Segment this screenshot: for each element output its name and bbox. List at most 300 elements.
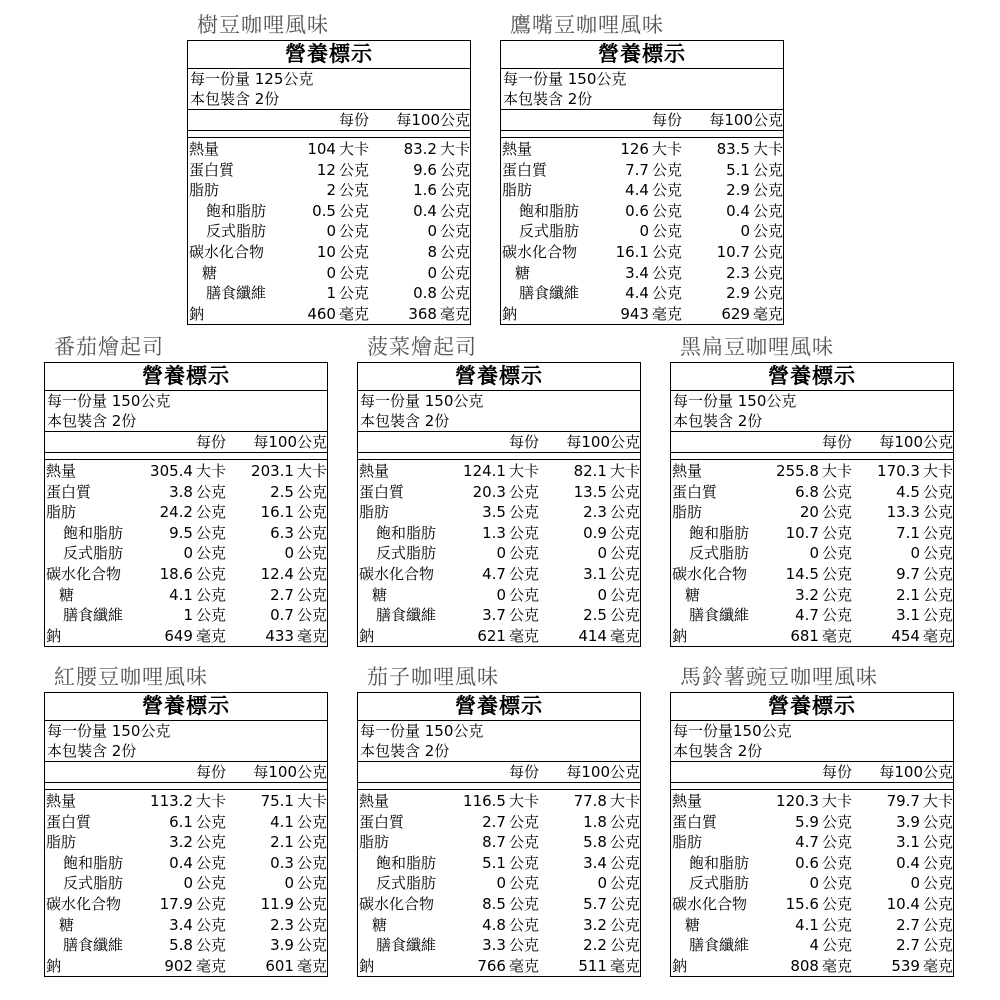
amount: 3.7: [482, 606, 506, 625]
nutrient-row: [671, 812, 953, 833]
per-100g-value: [539, 873, 640, 894]
per-100g-value: [539, 853, 640, 874]
nutrient-name: 碳水化合物: [672, 894, 748, 913]
per-serving-value: [148, 523, 226, 544]
nutrient-row: [501, 221, 783, 242]
per-100g-value: [539, 915, 640, 936]
per-100g-value: [226, 482, 327, 503]
nutrient-row: [358, 832, 640, 853]
per-serving-value: [148, 543, 226, 564]
unit: 毫克: [195, 626, 226, 645]
amount: 3.9: [270, 936, 294, 955]
amount: 120.3: [776, 792, 819, 810]
unit: 公克: [195, 812, 226, 831]
nutrient-row: [501, 263, 783, 284]
unit: 大卡: [922, 792, 953, 810]
amount: 2.9: [726, 284, 750, 303]
amount: 10.7: [785, 523, 819, 542]
separator: [188, 131, 470, 138]
amount: 10: [316, 242, 336, 261]
unit: 公克: [609, 812, 640, 831]
column-header-blank: [188, 110, 291, 130]
table-header: 營養標示: [45, 693, 327, 721]
nutrient-row: [671, 585, 953, 606]
per-serving-value: [461, 915, 539, 936]
amount: 4.7: [795, 606, 819, 625]
nutrient-rows: [358, 790, 640, 976]
amount: 0: [597, 874, 607, 893]
unit: 公克: [752, 181, 783, 200]
unit: 公克: [439, 222, 470, 241]
unit: 公克: [609, 544, 640, 563]
unit: 公克: [439, 160, 470, 179]
nutrient-name: 膳食纖維: [206, 284, 267, 303]
unit: 公克: [195, 853, 226, 872]
separator: [45, 783, 327, 790]
per-100g-value: [852, 873, 953, 894]
unit: 大卡: [296, 792, 327, 810]
amount: 3.8: [169, 482, 193, 501]
serving-size: 每一份量 150公克: [47, 722, 171, 740]
unit: 公克: [439, 181, 470, 200]
amount: 0: [326, 222, 336, 241]
per-serving-value: [774, 482, 852, 503]
unit: 公克: [922, 523, 953, 542]
nutrient-row: [45, 605, 327, 626]
per-100g-value: [539, 502, 640, 523]
nutrient-row: [45, 853, 327, 874]
amount: 77.8: [573, 792, 607, 810]
unit: 公克: [195, 544, 226, 563]
column-header-blank: [671, 432, 774, 452]
unit: 大卡: [821, 792, 852, 810]
nutrient-name: 糖: [202, 263, 218, 282]
per-100g-value: [682, 201, 783, 222]
amount: 4.7: [482, 564, 506, 583]
amount: 1: [326, 284, 336, 303]
amount: 15.6: [785, 894, 819, 913]
amount: 0: [496, 585, 506, 604]
nutrient-row: [188, 263, 470, 284]
amount: 629: [721, 304, 750, 323]
unit: 公克: [821, 606, 852, 625]
nutrient-row: [45, 812, 327, 833]
amount: 6.3: [270, 523, 294, 542]
amount: 943: [620, 304, 649, 323]
unit: 公克: [195, 833, 226, 852]
per-100g-value: [226, 935, 327, 956]
unit: 公克: [609, 585, 640, 604]
column-header-per-100g: 每100公克: [879, 763, 953, 781]
unit: 公克: [609, 874, 640, 893]
unit: 公克: [338, 263, 369, 282]
unit: 毫克: [651, 304, 682, 323]
column-header-per-100g: 每100公克: [709, 111, 783, 129]
nutrient-name: 蛋白質: [502, 160, 548, 179]
per-100g-value: [539, 564, 640, 585]
unit: 公克: [195, 564, 226, 583]
nutrient-row: [358, 956, 640, 977]
nutrient-name: 反式脂肪: [519, 222, 580, 241]
unit: 毫克: [821, 626, 852, 645]
servings-per-pack: 本包裝含 2份: [45, 741, 327, 762]
amount: 24.2: [159, 503, 193, 522]
nutrient-name: 糖: [372, 585, 388, 604]
amount: 902: [164, 956, 193, 975]
unit: 公克: [195, 894, 226, 913]
per-100g-value: [226, 461, 327, 482]
unit: 大卡: [922, 462, 953, 480]
per-100g-value: [226, 564, 327, 585]
amount: 12: [316, 160, 336, 179]
nutrient-name: 熱量: [672, 462, 703, 480]
unit: 公克: [508, 523, 539, 542]
amount: 3.9: [896, 812, 920, 831]
unit: 公克: [821, 564, 852, 583]
nutrient-row: [501, 201, 783, 222]
amount: 9.5: [169, 523, 193, 542]
nutrient-rows: [358, 460, 640, 646]
amount: 5.1: [482, 853, 506, 872]
unit: 大卡: [296, 462, 327, 480]
amount: 104: [307, 140, 336, 158]
per-serving-value: [291, 304, 369, 325]
per-serving-value: [148, 461, 226, 482]
per-100g-value: [539, 626, 640, 647]
nutrient-name: 熱量: [189, 140, 220, 158]
nutrient-name: 脂肪: [359, 833, 390, 852]
unit: 公克: [508, 503, 539, 522]
nutrient-row: [45, 482, 327, 503]
per-serving-value: [461, 523, 539, 544]
per-100g-value: [539, 935, 640, 956]
per-100g-value: [226, 523, 327, 544]
nutrition-table: [44, 362, 328, 647]
amount: 3.2: [169, 833, 193, 852]
amount: 0: [496, 544, 506, 563]
serving-size: 每一份量 150公克: [360, 392, 484, 410]
amount: 10.4: [886, 894, 920, 913]
separator: [358, 453, 640, 460]
nutrient-row: [188, 283, 470, 304]
amount: 2.7: [482, 812, 506, 831]
nutrient-rows: [188, 138, 470, 324]
amount: 3.4: [583, 853, 607, 872]
nutrient-row: [358, 482, 640, 503]
per-100g-value: [852, 812, 953, 833]
amount: 6.8: [795, 482, 819, 501]
amount: 13.5: [573, 482, 607, 501]
unit: 毫克: [338, 304, 369, 323]
serving-size: 每一份量 150公克: [503, 70, 627, 88]
nutrient-row: [501, 304, 783, 325]
amount: 0: [284, 874, 294, 893]
per-serving-value: [461, 564, 539, 585]
per-serving-value: [461, 832, 539, 853]
nutrient-name: 蛋白質: [359, 482, 405, 501]
per-serving-value: [148, 564, 226, 585]
nutrient-name: 脂肪: [46, 833, 77, 852]
unit: 公克: [609, 853, 640, 872]
amount: 1: [183, 606, 193, 625]
nutrient-row: [671, 461, 953, 482]
per-100g-value: [539, 585, 640, 606]
unit: 公克: [296, 853, 327, 872]
unit: 公克: [338, 201, 369, 220]
amount: 3.1: [896, 833, 920, 852]
amount: 2.5: [583, 606, 607, 625]
amount: 0.6: [795, 853, 819, 872]
nutrient-row: [45, 915, 327, 936]
unit: 公克: [195, 503, 226, 522]
nutrient-rows: [671, 460, 953, 646]
serving-size: 每一份量 150公克: [360, 722, 484, 740]
nutrient-name: 鈉: [189, 304, 205, 323]
unit: 公克: [508, 564, 539, 583]
per-serving-value: [604, 139, 682, 160]
unit: 毫克: [439, 304, 470, 323]
unit: 大卡: [752, 140, 783, 158]
unit: 公克: [651, 284, 682, 303]
nutrient-name: 反式脂肪: [206, 222, 267, 241]
column-headers: [671, 432, 953, 453]
unit: 毫克: [508, 956, 539, 975]
per-serving-value: [461, 543, 539, 564]
per-100g-value: [226, 543, 327, 564]
unit: 公克: [821, 833, 852, 852]
amount: 4: [809, 936, 819, 955]
amount: 2.1: [896, 585, 920, 604]
nutrient-row: [671, 894, 953, 915]
per-serving-value: [461, 853, 539, 874]
nutrition-table: [500, 40, 784, 325]
nutrient-name: 熱量: [46, 462, 77, 480]
separator: [671, 783, 953, 790]
per-100g-value: [369, 180, 470, 201]
per-100g-value: [852, 523, 953, 544]
amount: 79.7: [886, 792, 920, 810]
separator: [358, 783, 640, 790]
amount: 0: [183, 544, 193, 563]
nutrient-row: [671, 873, 953, 894]
nutrient-row: [671, 853, 953, 874]
column-header-per-serving: 每份: [195, 433, 226, 451]
amount: 2.3: [726, 263, 750, 282]
per-100g-value: [852, 832, 953, 853]
nutrient-name: 碳水化合物: [359, 564, 435, 583]
per-100g-value: [226, 832, 327, 853]
nutrient-row: [358, 461, 640, 482]
nutrition-table: [357, 692, 641, 977]
nutrient-row: [671, 564, 953, 585]
unit: 大卡: [821, 462, 852, 480]
per-100g-value: [852, 626, 953, 647]
per-100g-value: [226, 791, 327, 812]
per-serving-value: [774, 812, 852, 833]
unit: 公克: [439, 242, 470, 261]
nutrient-name: 糖: [515, 263, 531, 282]
per-serving-value: [148, 626, 226, 647]
unit: 公克: [752, 201, 783, 220]
nutrient-row: [358, 873, 640, 894]
amount: 7.7: [625, 160, 649, 179]
column-header-blank: [358, 762, 461, 782]
per-serving-value: [461, 605, 539, 626]
amount: 12.4: [260, 564, 294, 583]
nutrient-row: [671, 502, 953, 523]
column-headers: [358, 432, 640, 453]
unit: 公克: [821, 936, 852, 955]
unit: 公克: [296, 915, 327, 934]
unit: 公克: [821, 482, 852, 501]
column-header-per-serving: 每份: [508, 433, 539, 451]
per-serving-value: [291, 283, 369, 304]
nutrient-name: 鈉: [359, 956, 375, 975]
per-100g-value: [539, 956, 640, 977]
per-serving-value: [774, 523, 852, 544]
per-serving-value: [774, 915, 852, 936]
unit: 公克: [821, 853, 852, 872]
per-serving-value: [148, 482, 226, 503]
amount: 601: [265, 956, 294, 975]
unit: 公克: [296, 874, 327, 893]
per-serving-value: [461, 502, 539, 523]
per-100g-value: [539, 482, 640, 503]
amount: 17.9: [159, 894, 193, 913]
nutrient-name: 反式脂肪: [376, 874, 437, 893]
per-serving-value: [148, 853, 226, 874]
amount: 5.7: [583, 894, 607, 913]
amount: 8: [427, 242, 437, 261]
amount: 0: [809, 874, 819, 893]
unit: 毫克: [752, 304, 783, 323]
unit: 公克: [609, 936, 640, 955]
column-header-per-100g: 每100公克: [879, 433, 953, 451]
nutrient-row: [358, 543, 640, 564]
servings-per-pack: 本包裝含 2份: [671, 411, 953, 432]
nutrient-name: 蛋白質: [189, 160, 235, 179]
per-serving-value: [774, 543, 852, 564]
per-100g-value: [226, 605, 327, 626]
per-serving-value: [774, 935, 852, 956]
column-header-per-100g: 每100公克: [253, 433, 327, 451]
nutrient-name: 飽和脂肪: [376, 523, 437, 542]
unit: 公克: [609, 523, 640, 542]
per-100g-value: [539, 543, 640, 564]
nutrient-name: 碳水化合物: [672, 564, 748, 583]
nutrient-row: [671, 935, 953, 956]
column-header-blank: [45, 432, 148, 452]
unit: 公克: [609, 503, 640, 522]
per-100g-value: [539, 461, 640, 482]
separator: [45, 453, 327, 460]
amount: 0.4: [169, 853, 193, 872]
nutrient-row: [501, 283, 783, 304]
unit: 公克: [195, 523, 226, 542]
nutrient-name: 飽和脂肪: [63, 853, 124, 872]
amount: 4.1: [795, 915, 819, 934]
nutrient-row: [188, 201, 470, 222]
amount: 3.1: [896, 606, 920, 625]
unit: 公克: [821, 585, 852, 604]
amount: 170.3: [877, 462, 920, 480]
amount: 0.4: [413, 201, 437, 220]
per-serving-value: [461, 812, 539, 833]
nutrient-row: [45, 585, 327, 606]
per-serving-value: [461, 956, 539, 977]
nutrient-name: 反式脂肪: [689, 874, 750, 893]
nutrient-row: [671, 605, 953, 626]
unit: 大卡: [508, 792, 539, 810]
serving-size: 每一份量 150公克: [673, 392, 797, 410]
nutrient-row: [358, 853, 640, 874]
servings-per-pack: 本包裝含 2份: [671, 741, 953, 762]
per-100g-value: [369, 242, 470, 263]
nutrient-name: 碳水化合物: [46, 894, 122, 913]
nutrient-row: [358, 812, 640, 833]
nutrition-table: [187, 40, 471, 325]
column-headers: [358, 762, 640, 783]
nutrient-name: 糖: [372, 915, 388, 934]
amount: 116.5: [463, 792, 506, 810]
unit: 公克: [609, 894, 640, 913]
nutrient-name: 反式脂肪: [63, 874, 124, 893]
nutrient-name: 蛋白質: [46, 482, 92, 501]
column-header-per-serving: 每份: [508, 763, 539, 781]
per-100g-value: [852, 894, 953, 915]
amount: 20: [799, 503, 819, 522]
unit: 公克: [651, 263, 682, 282]
per-100g-value: [226, 853, 327, 874]
nutrient-name: 熱量: [359, 792, 390, 810]
unit: 公克: [651, 242, 682, 261]
per-serving-value: [148, 812, 226, 833]
per-100g-value: [852, 482, 953, 503]
unit: 公克: [296, 503, 327, 522]
per-serving-value: [461, 585, 539, 606]
per-serving-value: [774, 502, 852, 523]
unit: 公克: [296, 936, 327, 955]
amount: 4.8: [482, 915, 506, 934]
nutrient-name: 脂肪: [502, 181, 533, 200]
unit: 公克: [922, 606, 953, 625]
per-100g-value: [682, 180, 783, 201]
per-serving-value: [148, 915, 226, 936]
per-serving-value: [148, 894, 226, 915]
amount: 9.7: [896, 564, 920, 583]
table-header: 營養標示: [501, 41, 783, 69]
nutrient-name: 鈉: [672, 626, 688, 645]
per-serving-value: [604, 221, 682, 242]
unit: 公克: [752, 263, 783, 282]
nutrient-name: 膳食纖維: [519, 284, 580, 303]
amount: 0.9: [583, 523, 607, 542]
unit: 公克: [439, 284, 470, 303]
nutrient-row: [671, 626, 953, 647]
amount: 203.1: [251, 462, 294, 480]
amount: 8.5: [482, 894, 506, 913]
per-serving-value: [461, 626, 539, 647]
nutrient-name: 蛋白質: [672, 812, 718, 831]
per-100g-value: [682, 160, 783, 181]
amount: 75.1: [260, 792, 294, 810]
nutrient-name: 膳食纖維: [689, 606, 750, 625]
amount: 454: [891, 626, 920, 645]
amount: 4.1: [169, 585, 193, 604]
amount: 539: [891, 956, 920, 975]
per-100g-value: [539, 812, 640, 833]
nutrient-row: [45, 461, 327, 482]
